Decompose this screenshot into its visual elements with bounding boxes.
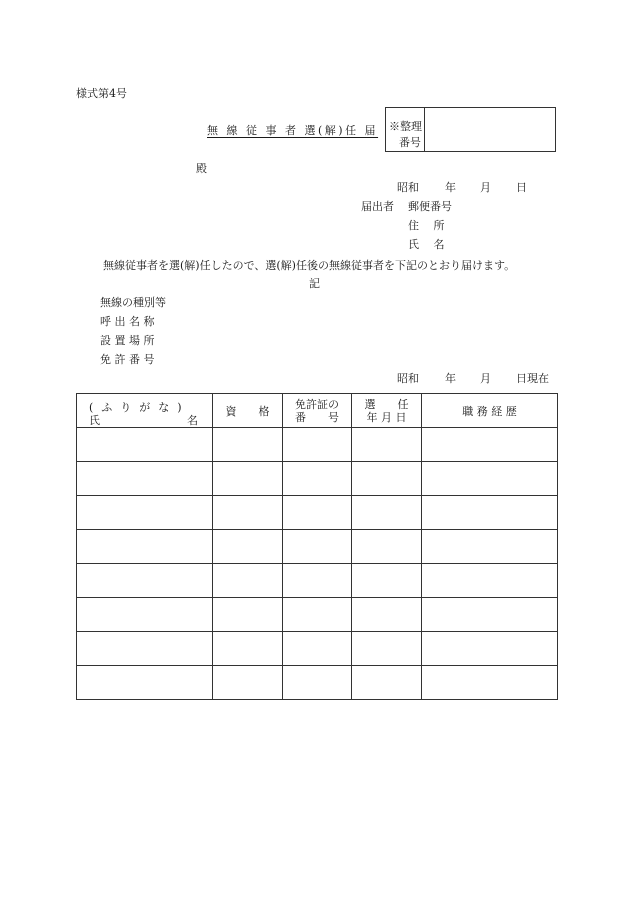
ki-heading: 記 [309,277,320,290]
station-type-label: 無線の種別等 [100,296,166,309]
date-month: 月 [480,181,491,194]
cell-qualification [213,530,283,564]
cell-career [422,632,558,666]
cell-name [77,530,213,564]
table-header-row [77,394,558,428]
cell-cert-number [283,564,352,598]
cell-appointment-date [352,462,422,496]
cell-name [77,496,213,530]
cell-career [422,462,558,496]
cell-appointment-date [352,598,422,632]
cell-cert-number [283,598,352,632]
as-of-month: 月 [480,372,491,385]
cell-cert-number [283,462,352,496]
table-row [77,462,558,496]
notifier-postal-code: 郵便番号 [408,200,452,213]
cell-qualification [213,496,283,530]
table-row [77,496,558,530]
cell-appointment-date [352,632,422,666]
cell-name [77,462,213,496]
cell-qualification [213,632,283,666]
cell-appointment-date [352,496,422,530]
header-shi: 氏 [89,414,100,427]
cell-qualification [213,598,283,632]
header-cert-line1: 免許証の [295,397,339,411]
cell-name [77,428,213,462]
table-body [77,428,558,700]
cell-name [77,632,213,666]
cell-qualification [213,428,283,462]
addressee-suffix: 殿 [196,162,207,175]
serial-number-box [385,107,556,152]
serial-label-line1: ※整理 [389,120,422,133]
header-cert-number [283,394,352,428]
as-of-era: 昭和 [397,372,419,385]
form-number: 様式第4号 [76,87,127,100]
table-row [77,564,558,598]
table-row [77,428,558,462]
cell-appointment-date [352,564,422,598]
notifier-address: 住 所 [408,219,445,232]
cell-qualification [213,564,283,598]
date-day: 日 [516,181,527,194]
serial-box-divider [424,108,425,151]
cell-career [422,666,558,700]
form-title: 無 線 従 事 者 選(解)任 届 [207,124,379,137]
as-of-year: 年 [445,372,456,385]
cell-career [422,530,558,564]
location-label: 設 置 場 所 [100,334,155,347]
cell-name [77,564,213,598]
cell-cert-number [283,428,352,462]
table-row [77,632,558,666]
notifier-name: 氏 名 [408,238,445,251]
header-appoint-line1: 選 任 [364,397,409,411]
cell-cert-number [283,496,352,530]
notifier-label: 届出者 [361,200,394,213]
header-career: 職 務 経 歴 [422,394,558,428]
call-sign-label: 呼 出 名 称 [100,315,155,328]
table-row [77,598,558,632]
serial-label-line2: 番号 [399,136,421,149]
header-appoint-line2: 年 月 日 [366,410,407,424]
header-mei: 名 [187,414,198,427]
cell-career [422,598,558,632]
header-furigana: (ふりがな) [89,401,190,414]
header-cert-line2: 番 号 [295,410,339,424]
license-number-label: 免 許 番 号 [100,353,155,366]
cell-qualification [213,462,283,496]
date-era: 昭和 [397,181,419,194]
cell-cert-number [283,530,352,564]
statement-text: 無線従事者を選(解)任したので、選(解)任後の無線従事者を下記のとおり届けます。 [103,259,516,272]
table-row [77,530,558,564]
date-year: 年 [445,181,456,194]
cell-appointment-date [352,428,422,462]
operator-roster-table [76,393,558,700]
as-of-day: 日現在 [516,372,549,385]
cell-appointment-date [352,666,422,700]
header-qualification: 資 格 [213,394,283,428]
table-row [77,666,558,700]
cell-cert-number [283,666,352,700]
cell-career [422,496,558,530]
cell-appointment-date [352,530,422,564]
cell-cert-number [283,632,352,666]
cell-qualification [213,666,283,700]
cell-name [77,666,213,700]
header-appointment-date [352,394,422,428]
cell-name [77,598,213,632]
cell-career [422,428,558,462]
cell-career [422,564,558,598]
header-name [77,394,213,428]
